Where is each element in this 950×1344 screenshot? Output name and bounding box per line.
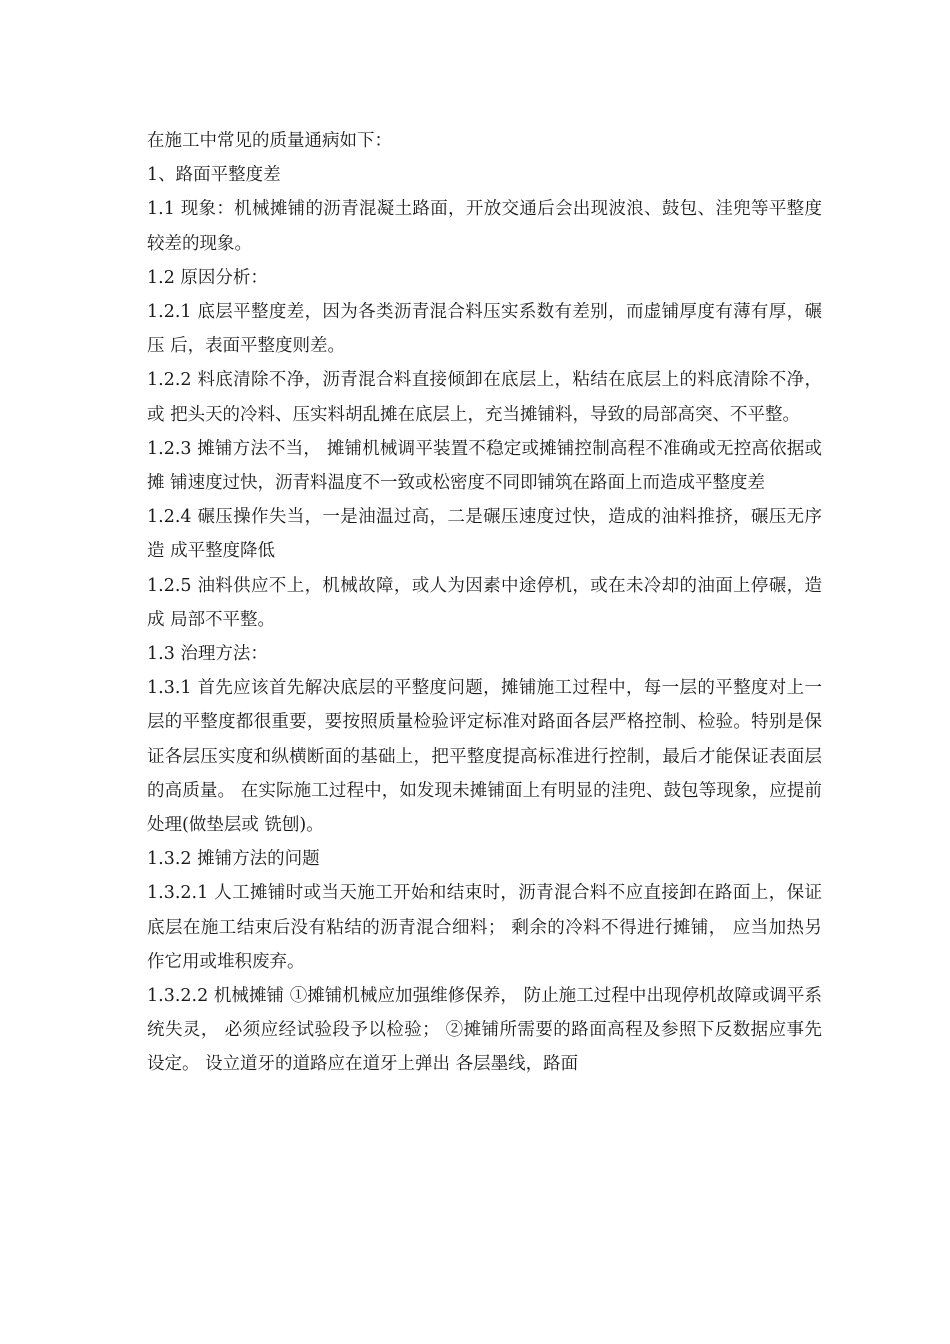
paragraph-1-3-2-2: 1.3.2.2 机械摊铺 ①摊铺机械应加强维修保养， 防止施工过程中出现停机故障或调平系统失灵， 必须应经试验段予以检验； ②摊铺所需要的路面高程及参照下反数据应事先设定。 设立道牙的道路应在道牙上弹出 各层墨线，路面: [147, 986, 822, 1075]
section-heading-1-2: 1.2 原因分析：: [147, 267, 268, 288]
section-heading-1-3: 1.3 治理方法：: [147, 644, 268, 665]
paragraph-1-2-1: 1.2.1 底层平整度差，因为各类沥青混合料压实系数有差别，而虚铺厚度有薄有厚，碾压 后，表面平整度则差。: [147, 302, 822, 357]
paragraph-1-2-5: 1.2.5 油料供应不上，机械故障，或人为因素中途停机，或在未冷却的油面上停碾，造成 局部不平整。: [147, 575, 822, 630]
paragraph-1-2-2: 1.2.2 料底清除不净，沥青混合料直接倾卸在底层上，粘结在底层上的料底清除不净，或 把头天的冷料、压实料胡乱摊在底层上，充当摊铺料，导致的局部高突、不平整。: [147, 370, 822, 425]
document-page: [147, 124, 822, 1082]
intro-line: 在施工中常见的质量通病如下：: [147, 131, 392, 151]
paragraph-1-2-3: 1.2.3 摊铺方法不当， 摊铺机械调平装置不稳定或摊铺控制高程不准确或无控高依据或摊 铺速度过快，沥青料温度不一致或松密度不同即铺筑在路面上而造成平整度差: [147, 438, 822, 494]
section-heading-1-3-2: 1.3.2 摊铺方法的问题: [147, 849, 320, 870]
section-heading-1: 1、路面平整度差: [147, 165, 281, 186]
paragraph-1-3-1: 1.3.1 首先应该首先解决底层的平整度问题，摊铺施工过程中，每一层的平整度对上一层的平整度都很重要，要按照质量检验评定标准对路面各层严格控制、检验。特别是保证各层压实度和纵横断面的基础上，把平整度提高标准进行控制，最后才能保证表面层的高质量。 在实际施工过程中，如发现未摊铺面上有明显的洼兜、鼓包等现象，应提前处理(做垫层或 铣刨)。: [147, 678, 822, 836]
paragraph-1-3-2-1: 1.3.2.1 人工摊铺时或当天施工开始和结束时，沥青混合料不应直接卸在路面上，保证底层在施工结束后没有粘结的沥青混合细料； 剩余的冷料不得进行摊铺， 应当加热另作它用或堆积废弃。: [147, 883, 822, 972]
paragraph-1-1: 1.1 现象：机械摊铺的沥青混凝土路面，开放交通后会出现波浪、鼓包、洼兜等平整度较差的现象。: [147, 199, 822, 254]
paragraph-1-2-4: 1.2.4 碾压操作失当，一是油温过高，二是碾压速度过快，造成的油料推挤，碾压无序造 成平整度降低: [147, 507, 822, 562]
